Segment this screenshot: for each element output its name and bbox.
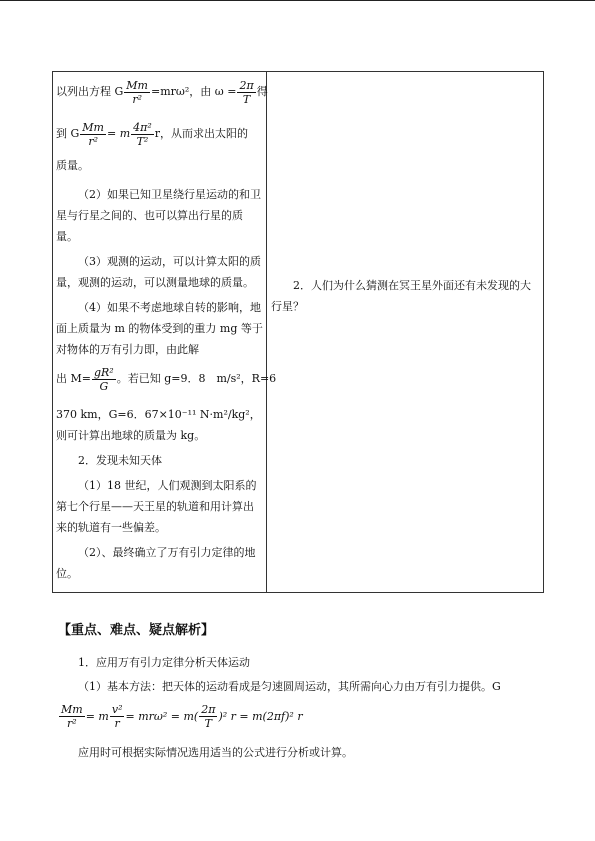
numerator: Mm [126, 78, 148, 92]
text: 。若已知 g=9．8 m/s²，R=6 [116, 372, 277, 385]
analysis-section [58, 652, 548, 763]
numerator: 2π [201, 703, 216, 716]
equation-line-1 [56, 76, 268, 108]
fraction [237, 79, 255, 106]
mass-line: 质量。 [56, 159, 89, 172]
text: 得 [256, 85, 268, 98]
mass-formula-line [56, 360, 277, 398]
equation-line-2 [56, 116, 264, 152]
fraction [59, 703, 85, 730]
question-2: 2．人们为什么猜测在冥王星外面还有未发现的大行星？ [271, 279, 531, 313]
denominator: r² [67, 717, 77, 730]
denominator: T [204, 717, 212, 730]
text: =mrω²，由 ω = [151, 85, 237, 98]
denominator: r [114, 717, 120, 730]
numerator: 4π² [133, 120, 152, 134]
page-top-rule [0, 0, 595, 1]
section-2-paragraph-2: （2）、最终确立了万有引力定律的地位。 [56, 546, 256, 580]
table-column-divider [266, 72, 267, 592]
paragraph-4: （4）如果不考虑地球自转的影响，地面上质量为 m 的物体受到的重力 mg 等于对物体的万有引力即，由此解 [56, 301, 263, 356]
item-1-tail: 应用时可根据实际情况选用适当的公式进行分析或计算。 [78, 746, 353, 759]
text: = m [85, 709, 109, 723]
fraction [131, 121, 154, 148]
denominator: T² [136, 134, 149, 148]
numerator: Mm [61, 703, 83, 716]
text: = mrω² = m( [125, 709, 199, 723]
fraction [110, 703, 125, 730]
fraction [92, 366, 116, 393]
numerator: Mm [82, 120, 104, 134]
constants-line: 370 km，G=6．67×10⁻¹¹ N·m²/kg²，则可计算出地球的质量为 kg。 [56, 408, 261, 442]
numerator: 2π [239, 78, 254, 92]
denominator: r² [88, 134, 98, 148]
fraction [124, 79, 150, 106]
circular-motion-formula [58, 703, 548, 730]
fraction [80, 121, 106, 148]
denominator: T [242, 92, 251, 106]
item-1-paragraph: （1）基本方法：把天体的运动看成是匀速圆周运动，其所需向心力由万有引力提供。G [78, 680, 501, 693]
paragraph-2: （2）如果已知卫星绕行星运动的和卫星与行星之间的、也可以算出行星的质量。 [56, 188, 261, 243]
right-cell [271, 275, 536, 317]
text: = m [107, 127, 131, 140]
text: r，从而求出太阳的 [154, 127, 249, 140]
fraction [199, 703, 217, 730]
text: 出 M= [56, 372, 91, 385]
item-1-title: 1．应用万有引力定律分析天体运动 [78, 656, 250, 669]
section-heading: 【重点、难点、疑点解析】 [58, 623, 215, 638]
denominator: r² [132, 92, 142, 106]
section-2-paragraph-1: （1）18 世纪，人们观测到太阳系的第七个行星——天王星的轨道和用计算出来的轨道有一些偏差。 [56, 479, 257, 534]
text: )² r = m(2πf)² r [218, 709, 303, 723]
left-cell [56, 76, 277, 584]
content-table [52, 71, 544, 593]
numerator: v² [111, 703, 123, 716]
paragraph-3: （3）观测的运动，可以计算太阳的质量，观测的运动，可以测量地球的质量。 [56, 255, 261, 289]
text: 到 G [56, 127, 80, 140]
denominator: G [99, 379, 109, 393]
numerator: gR² [93, 365, 114, 379]
section-2-title: 2．发现未知天体 [78, 454, 162, 467]
text: 以列出方程 G [56, 85, 124, 98]
